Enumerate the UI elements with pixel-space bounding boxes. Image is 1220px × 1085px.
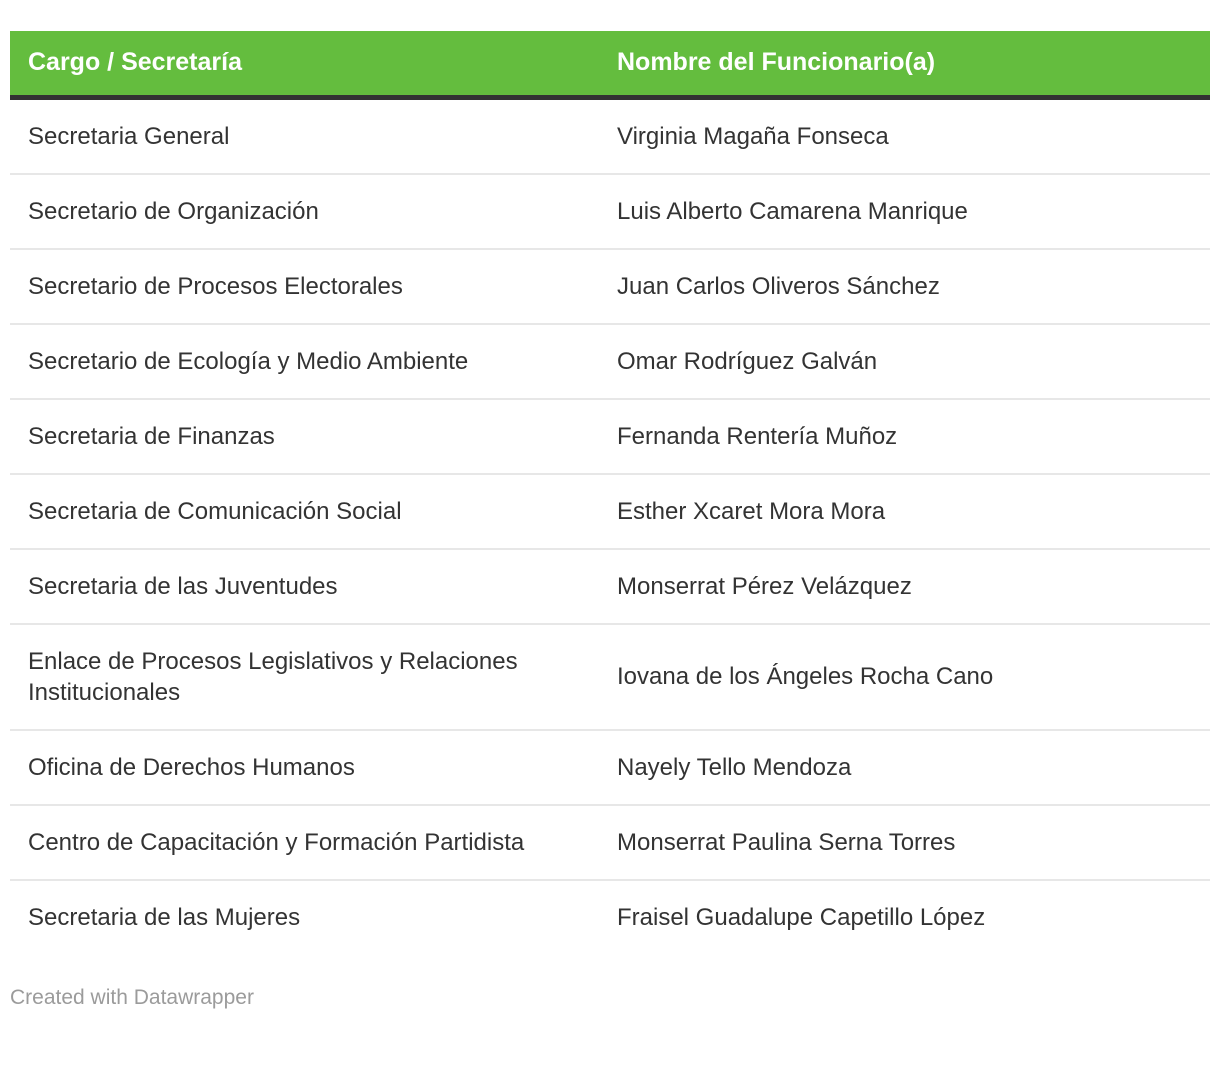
table-row [10, 805, 1210, 880]
datawrapper-table-embed [10, 31, 1210, 954]
nombre-cell: Monserrat Paulina Serna Torres [599, 805, 1210, 880]
cargo-cell: Centro de Capacitación y Formación Partidista [10, 805, 599, 880]
nombre-cell: Juan Carlos Oliveros Sánchez [599, 249, 1210, 324]
table-row [10, 474, 1210, 549]
cargo-cell: Secretaria de las Mujeres [10, 880, 599, 954]
nombre-cell: Nayely Tello Mendoza [599, 730, 1210, 805]
table-row [10, 324, 1210, 399]
table-row [10, 880, 1210, 954]
table-row [10, 97, 1210, 174]
cargo-cell: Secretaria de Finanzas [10, 399, 599, 474]
cargo-cell: Secretario de Organización [10, 174, 599, 249]
table-row [10, 549, 1210, 624]
cargo-cell: Secretaria de las Juventudes [10, 549, 599, 624]
cargo-cell: Enlace de Procesos Legislativos y Relaciones Institucionales [10, 624, 599, 730]
nombre-cell: Virginia Magaña Fonseca [617, 122, 889, 150]
header-row [10, 31, 1210, 97]
table-row [10, 249, 1210, 324]
nombre-cell: Monserrat Pérez Velázquez [599, 549, 1210, 624]
cargo-cell: Oficina de Derechos Humanos [10, 730, 599, 805]
cargo-cell: Secretaria General [28, 122, 230, 150]
table-row [10, 399, 1210, 474]
table-row [10, 174, 1210, 249]
nombre-cell: Fernanda Rentería Muñoz [599, 399, 1210, 474]
officials-table [10, 31, 1210, 954]
cargo-cell: Secretario de Procesos Electorales [10, 249, 599, 324]
nombre-cell: Luis Alberto Camarena Manrique [599, 174, 1210, 249]
cargo-cell: Secretario de Ecología y Medio Ambiente [10, 324, 599, 399]
column-header-cargo: Cargo / Secretaría [10, 31, 599, 97]
datawrapper-attribution[interactable]: Created with Datawrapper [10, 985, 254, 1009]
table-row [10, 624, 1210, 730]
nombre-cell: Esther Xcaret Mora Mora [599, 474, 1210, 549]
nombre-cell: Iovana de los Ángeles Rocha Cano [599, 624, 1210, 730]
column-header-nombre: Nombre del Funcionario(a) [599, 31, 1210, 97]
nombre-cell: Fraisel Guadalupe Capetillo López [599, 880, 1210, 954]
cargo-cell: Secretaria de Comunicación Social [10, 474, 599, 549]
nombre-cell: Omar Rodríguez Galván [599, 324, 1210, 399]
table-row [10, 730, 1210, 805]
table-body [10, 97, 1210, 954]
